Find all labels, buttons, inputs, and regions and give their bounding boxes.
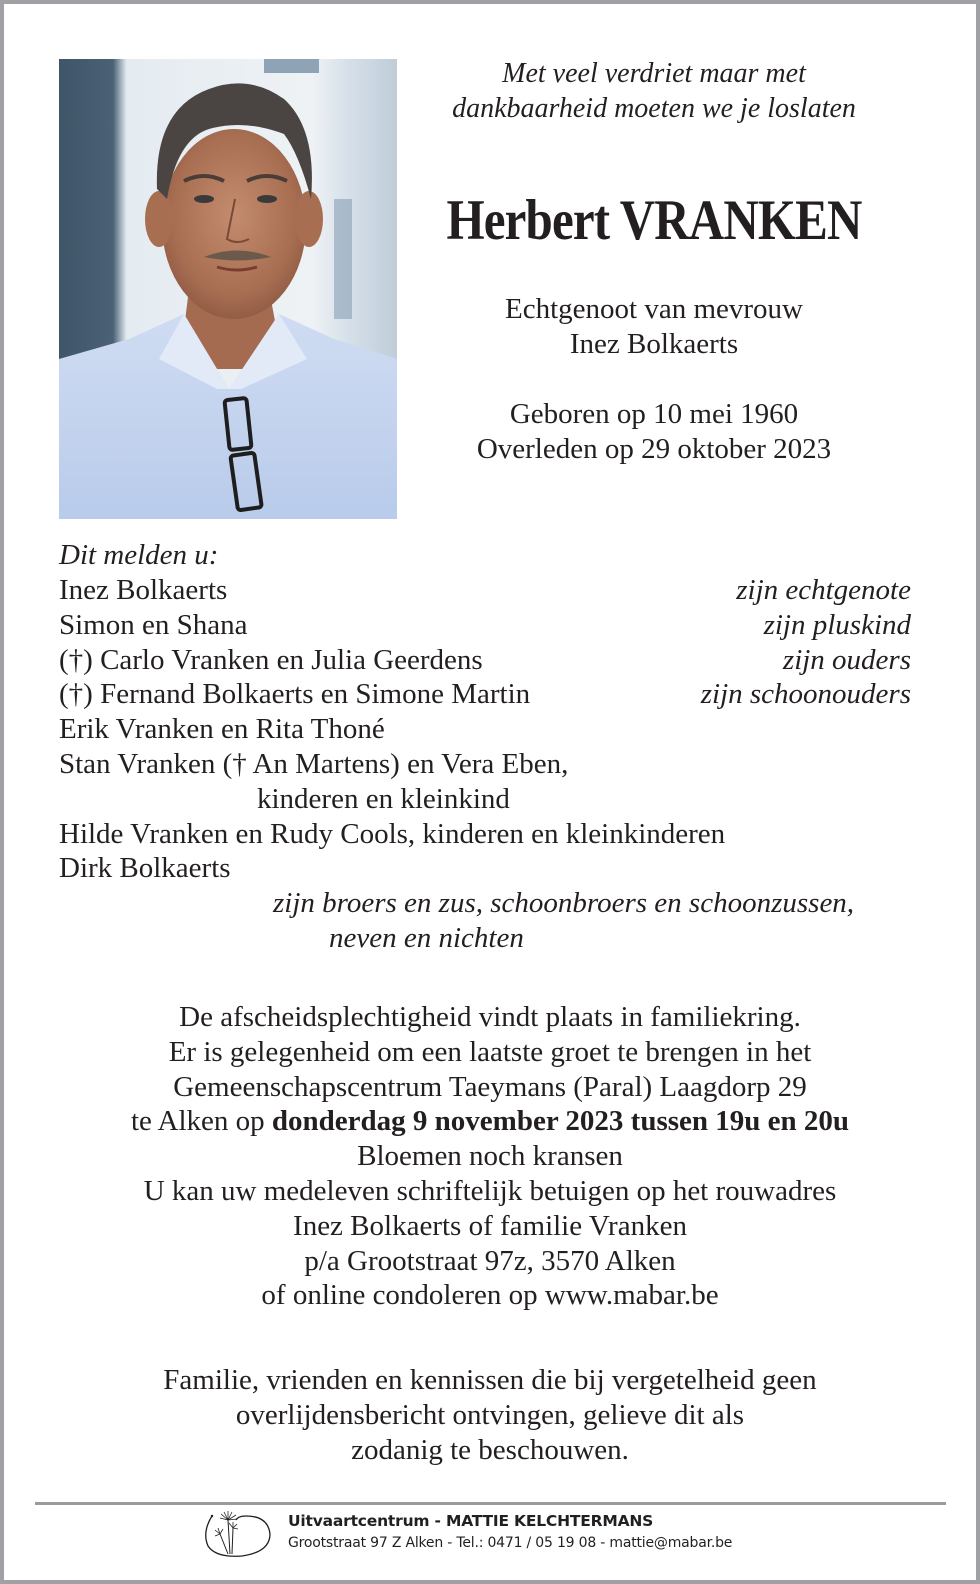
siblings-role-line-2 <box>59 921 911 956</box>
relative-role: zijn pluskind <box>763 608 911 641</box>
funeral-home-name: Uitvaartcentrum - MATTIE KELCHTERMANS <box>288 1512 654 1530</box>
relative-row <box>59 851 911 886</box>
relative-continuation <box>59 782 911 817</box>
relative-row <box>59 608 911 643</box>
relative-name: Dirk Bolkaerts <box>59 852 231 885</box>
birth-date: Geboren op 10 mei 1960 <box>509 398 799 430</box>
ceremony-info <box>24 1000 956 1313</box>
ceremony-line: Inez Bolkaerts of familie Vranken <box>293 1209 687 1242</box>
spouse-line-1: Echtgenoot van mevrouw <box>505 293 803 325</box>
ceremony-location-prefix: te Alken op <box>130 1105 272 1138</box>
ceremony-line: Bloemen noch kransen <box>357 1140 623 1173</box>
relative-row <box>59 712 911 747</box>
relative-name: Simon en Shana <box>59 608 248 641</box>
spouse-line-2: Inez Bolkaerts <box>569 328 739 360</box>
relative-role: neven en nichten <box>329 921 524 954</box>
ceremony-line: Er is gelegenheid om een laatste groet te brengen in het <box>168 1035 812 1068</box>
relative-role: zijn broers en zus, schoonbroers en schoonzussen, <box>273 887 855 920</box>
relatives-list <box>59 573 911 956</box>
relative-row <box>59 573 911 608</box>
relative-name: Erik Vranken en Rita Thoné <box>59 713 385 746</box>
ceremony-datetime-line <box>24 1104 956 1139</box>
relative-name: Hilde Vranken en Rudy Cools, kinderen en kleinkinderen <box>59 817 726 850</box>
relative-name: Inez Bolkaerts <box>59 574 228 606</box>
relative-name: (†) Carlo Vranken en Julia Geerdens <box>59 643 483 676</box>
online-condolence: of online condoleren op www.mabar.be <box>261 1279 719 1312</box>
relative-row <box>59 677 911 712</box>
relative-name: (†) Fernand Bolkaerts en Simone Martin <box>59 678 531 711</box>
tagline-line-2: dankbaarheid moeten we je loslaten <box>452 93 856 124</box>
closing-line: overlijdensbericht ontvingen, gelieve dit als <box>235 1399 745 1431</box>
closing-line: zodanig te beschouwen. <box>351 1434 629 1466</box>
relative-continuation-text: kinderen en kleinkind <box>257 782 510 815</box>
ceremony-line: Gemeenschapscentrum Taeymans (Paral) Laagdorp 29 <box>173 1070 807 1103</box>
obituary-card <box>4 4 976 1580</box>
spouse-info <box>409 292 899 362</box>
relative-name: Stan Vranken († An Martens) en Vera Eben, <box>59 747 569 780</box>
tagline <box>409 56 899 126</box>
dandelion-logo-icon <box>202 1510 274 1558</box>
mourning-address: p/a Grootstraat 97z, 3570 Alken <box>304 1244 676 1277</box>
life-dates <box>409 397 899 467</box>
closing-line: Familie, vrienden en kennissen die bij vergetelheid geen <box>163 1364 817 1396</box>
ceremony-line: De afscheidsplechtigheid vindt plaats in familiekring. <box>179 1001 801 1033</box>
relative-row <box>59 643 911 678</box>
relative-row <box>59 817 911 852</box>
closing-note <box>24 1363 956 1468</box>
footer-divider <box>35 1502 946 1505</box>
portrait-photo <box>59 59 397 519</box>
death-date: Overleden op 29 oktober 2023 <box>476 433 832 465</box>
deceased-name: Herbert VRANKEN <box>446 189 862 252</box>
ceremony-line: U kan uw medeleven schriftelijk betuigen op het rouwadres <box>143 1174 837 1207</box>
funeral-home-contact: Grootstraat 97 Z Alken - Tel.: 0471 / 05 19 08 - mattie@mabar.be <box>288 1535 733 1551</box>
siblings-role-line-1 <box>59 886 911 921</box>
relative-row <box>59 747 911 782</box>
tagline-line-1: Met veel verdriet maar met <box>502 58 806 89</box>
announcement-lead: Dit melden u: <box>59 539 219 571</box>
ceremony-datetime: donderdag 9 november 2023 tussen 19u en 20u <box>271 1105 850 1138</box>
relative-role: zijn ouders <box>782 643 911 676</box>
relative-role: zijn echtgenote <box>736 574 911 606</box>
relative-role: zijn schoonouders <box>700 678 911 711</box>
